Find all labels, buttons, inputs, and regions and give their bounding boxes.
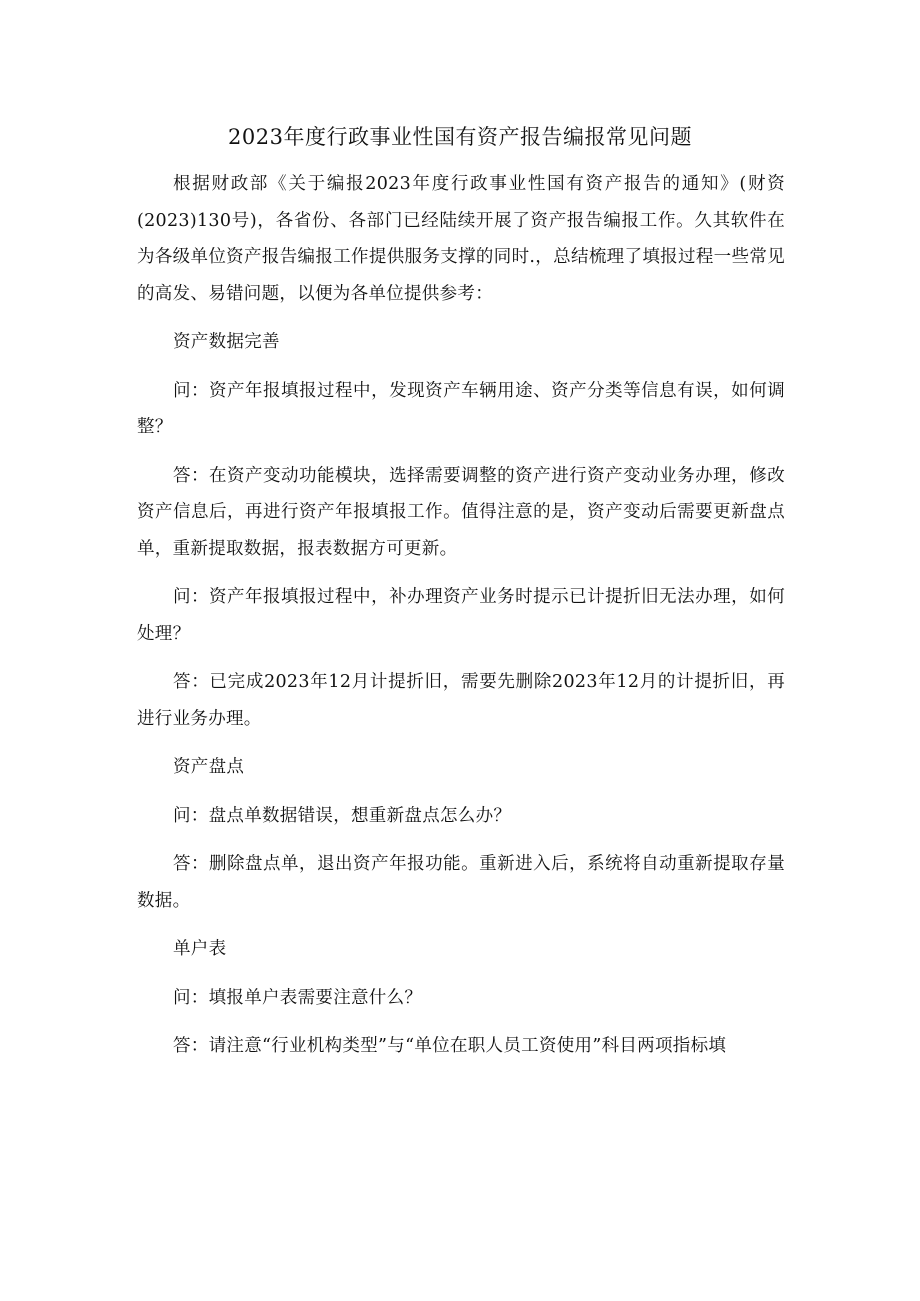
- answer-paragraph: 答：在资产变动功能模块，选择需要调整的资产进行资产变动业务办理，修改资产信息后，再进行资产年报填报工作。值得注意的是，资产变动后需要更新盘点单，重新提取数据，报表数据方可更新。: [137, 465, 785, 559]
- section-heading-asset-inventory: 资产盘点: [173, 757, 245, 777]
- answer-paragraph: 答：请注意“行业机构类型”与“单位在职人员工资使用”科目两项指标填: [173, 1036, 727, 1056]
- section-heading-single-unit-form: 单户表: [173, 939, 227, 959]
- question-paragraph: 问：盘点单数据错误，想重新盘点怎么办？: [173, 805, 512, 826]
- question-paragraph: 问：资产年报填报过程中，补办理资产业务时提示已计提折旧无法办理，如何处理？: [137, 587, 785, 644]
- question-paragraph: 问：资产年报填报过程中，发现资产车辆用途、资产分类等信息有误，如何调整？: [137, 380, 785, 437]
- document-body: [137, 166, 785, 1077]
- question-paragraph: 问：填报单户表需要注意什么？: [173, 987, 423, 1008]
- document-title: 2023年度行政事业性国有资产报告编报常见问题: [228, 125, 692, 149]
- section-heading-asset-data: 资产数据完善: [173, 332, 280, 352]
- intro-paragraph: 根据财政部《关于编报2023年度行政事业性国有资产报告的通知》(财资(2023)130号)，各省份、各部门已经陆续开展了资产报告编报工作。久其软件在为各级单位资产报告编报工作提供服务支撑的同时.，总结梳理了填报过程一些常见的高发、易错问题，以便为各单位提供参考：: [137, 174, 785, 304]
- answer-paragraph: 答：删除盘点单，退出资产年报功能。重新进入后，系统将自动重新提取存量数据。: [137, 854, 785, 911]
- answer-paragraph: 答：已完成2023年12月计提折旧，需要先删除2023年12月的计提折旧，再进行业务办理。: [137, 672, 785, 729]
